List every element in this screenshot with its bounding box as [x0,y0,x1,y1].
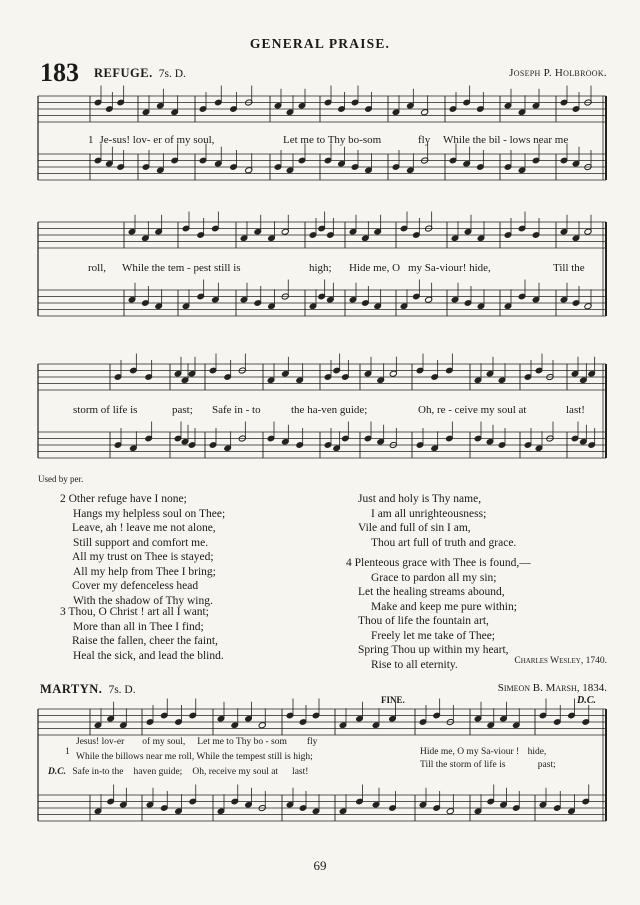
verse-3: 3 Thou, O Christ ! art all I want; More than all in Thee I find; Raise the fallen, cheer the faint, Heal the sick, and lead the blind. [60,606,224,662]
fine-marking: FINE. [381,695,405,705]
verse-2-continued: Just and holy is Thy name, I am all unrighteousness; Vile and full of sin I am, Thou art full of truth and grace. [358,493,517,549]
lyrics-line-3e: Oh, re - ceive my soul at [418,404,527,416]
lyrics-line-2d: Hide me, O [349,262,401,274]
lyrics-line-1: 1 Je-sus! lov- er of my soul, [88,134,215,146]
martyn-lyrics-row-1: Jesus! lov-er of my soul, Let me to Thy bo - som fly [76,737,318,747]
lyrics-line-1b: Let me to Thy bo-som [283,134,382,146]
martyn-lyrics-row-2: While the billows near me roll, While the tempest still is high; [76,752,313,762]
lyrics-line-3d: the ha-ven guide; [291,404,368,416]
lyrics-line-2b: While the tem - pest still is [122,262,241,274]
permission-note: Used by per. [38,474,84,484]
tune-name-martyn: MARTYN. 7s. D. [40,682,136,696]
lyrics-line-3b: past; [172,404,193,416]
martyn-lyrics-row-3: D.C. Safe in-to the haven guide; Oh, receive my soul at last! [48,767,309,777]
composer: Joseph P. Holbrook. [509,67,607,79]
martyn-verse-num: 1 [65,747,70,757]
verse-2: 2 Other refuge have I none; Hangs my helpless soul on Thee; Leave, ah ! leave me not alone, Still support and comfort me. All my trust on Thee is stayed; All my help from Thee I bring; Cover my defenceless head With the shadow of Thy wing. [60,493,226,607]
martyn-lyrics-refrain-2: Till the storm of life is past; [420,760,556,770]
lyrics-line-2f: Till the [553,262,585,274]
author-credit: Charles Wesley, 1740. [514,656,607,666]
lyrics-line-3f: last! [566,404,585,416]
lyrics-line-2c: high; [309,262,332,274]
lyrics-line-1c: fly [418,134,431,146]
lyrics-line-3: storm of life is [73,404,138,416]
tune-meter-martyn: 7s. D. [108,684,136,696]
lyrics-line-2: roll, [88,262,107,274]
lyrics-line-3c: Safe in - to [212,404,261,416]
hymn-number: 183 [40,58,79,87]
dc-marking: D.C. [577,695,596,706]
composer-martyn: Simeon B. Marsh, 1834. [497,682,607,694]
page-number: 69 [313,858,327,873]
tune-meter: 7s. D. [158,68,186,80]
verse-4: 4 Plenteous grace with Thee is found,— Grace to pardon all my sin; Let the healing streams abound, Make and keep me pure within; Thou of life the fountain art, Freely let me take of Thee; Spring Thou up within my heart, Rise to all eternity. [346,557,531,671]
lyrics-line-1d: While the bil - lows near me [443,134,569,146]
tune-name: REFUGE. 7s. D. [94,66,186,80]
martyn-lyrics-refrain-1: Hide me, O my Sa-viour ! hide, [420,747,547,757]
lyrics-line-2e: my Sa-viour! hide, [408,262,491,274]
section-title: GENERAL PRAISE. [249,36,391,51]
